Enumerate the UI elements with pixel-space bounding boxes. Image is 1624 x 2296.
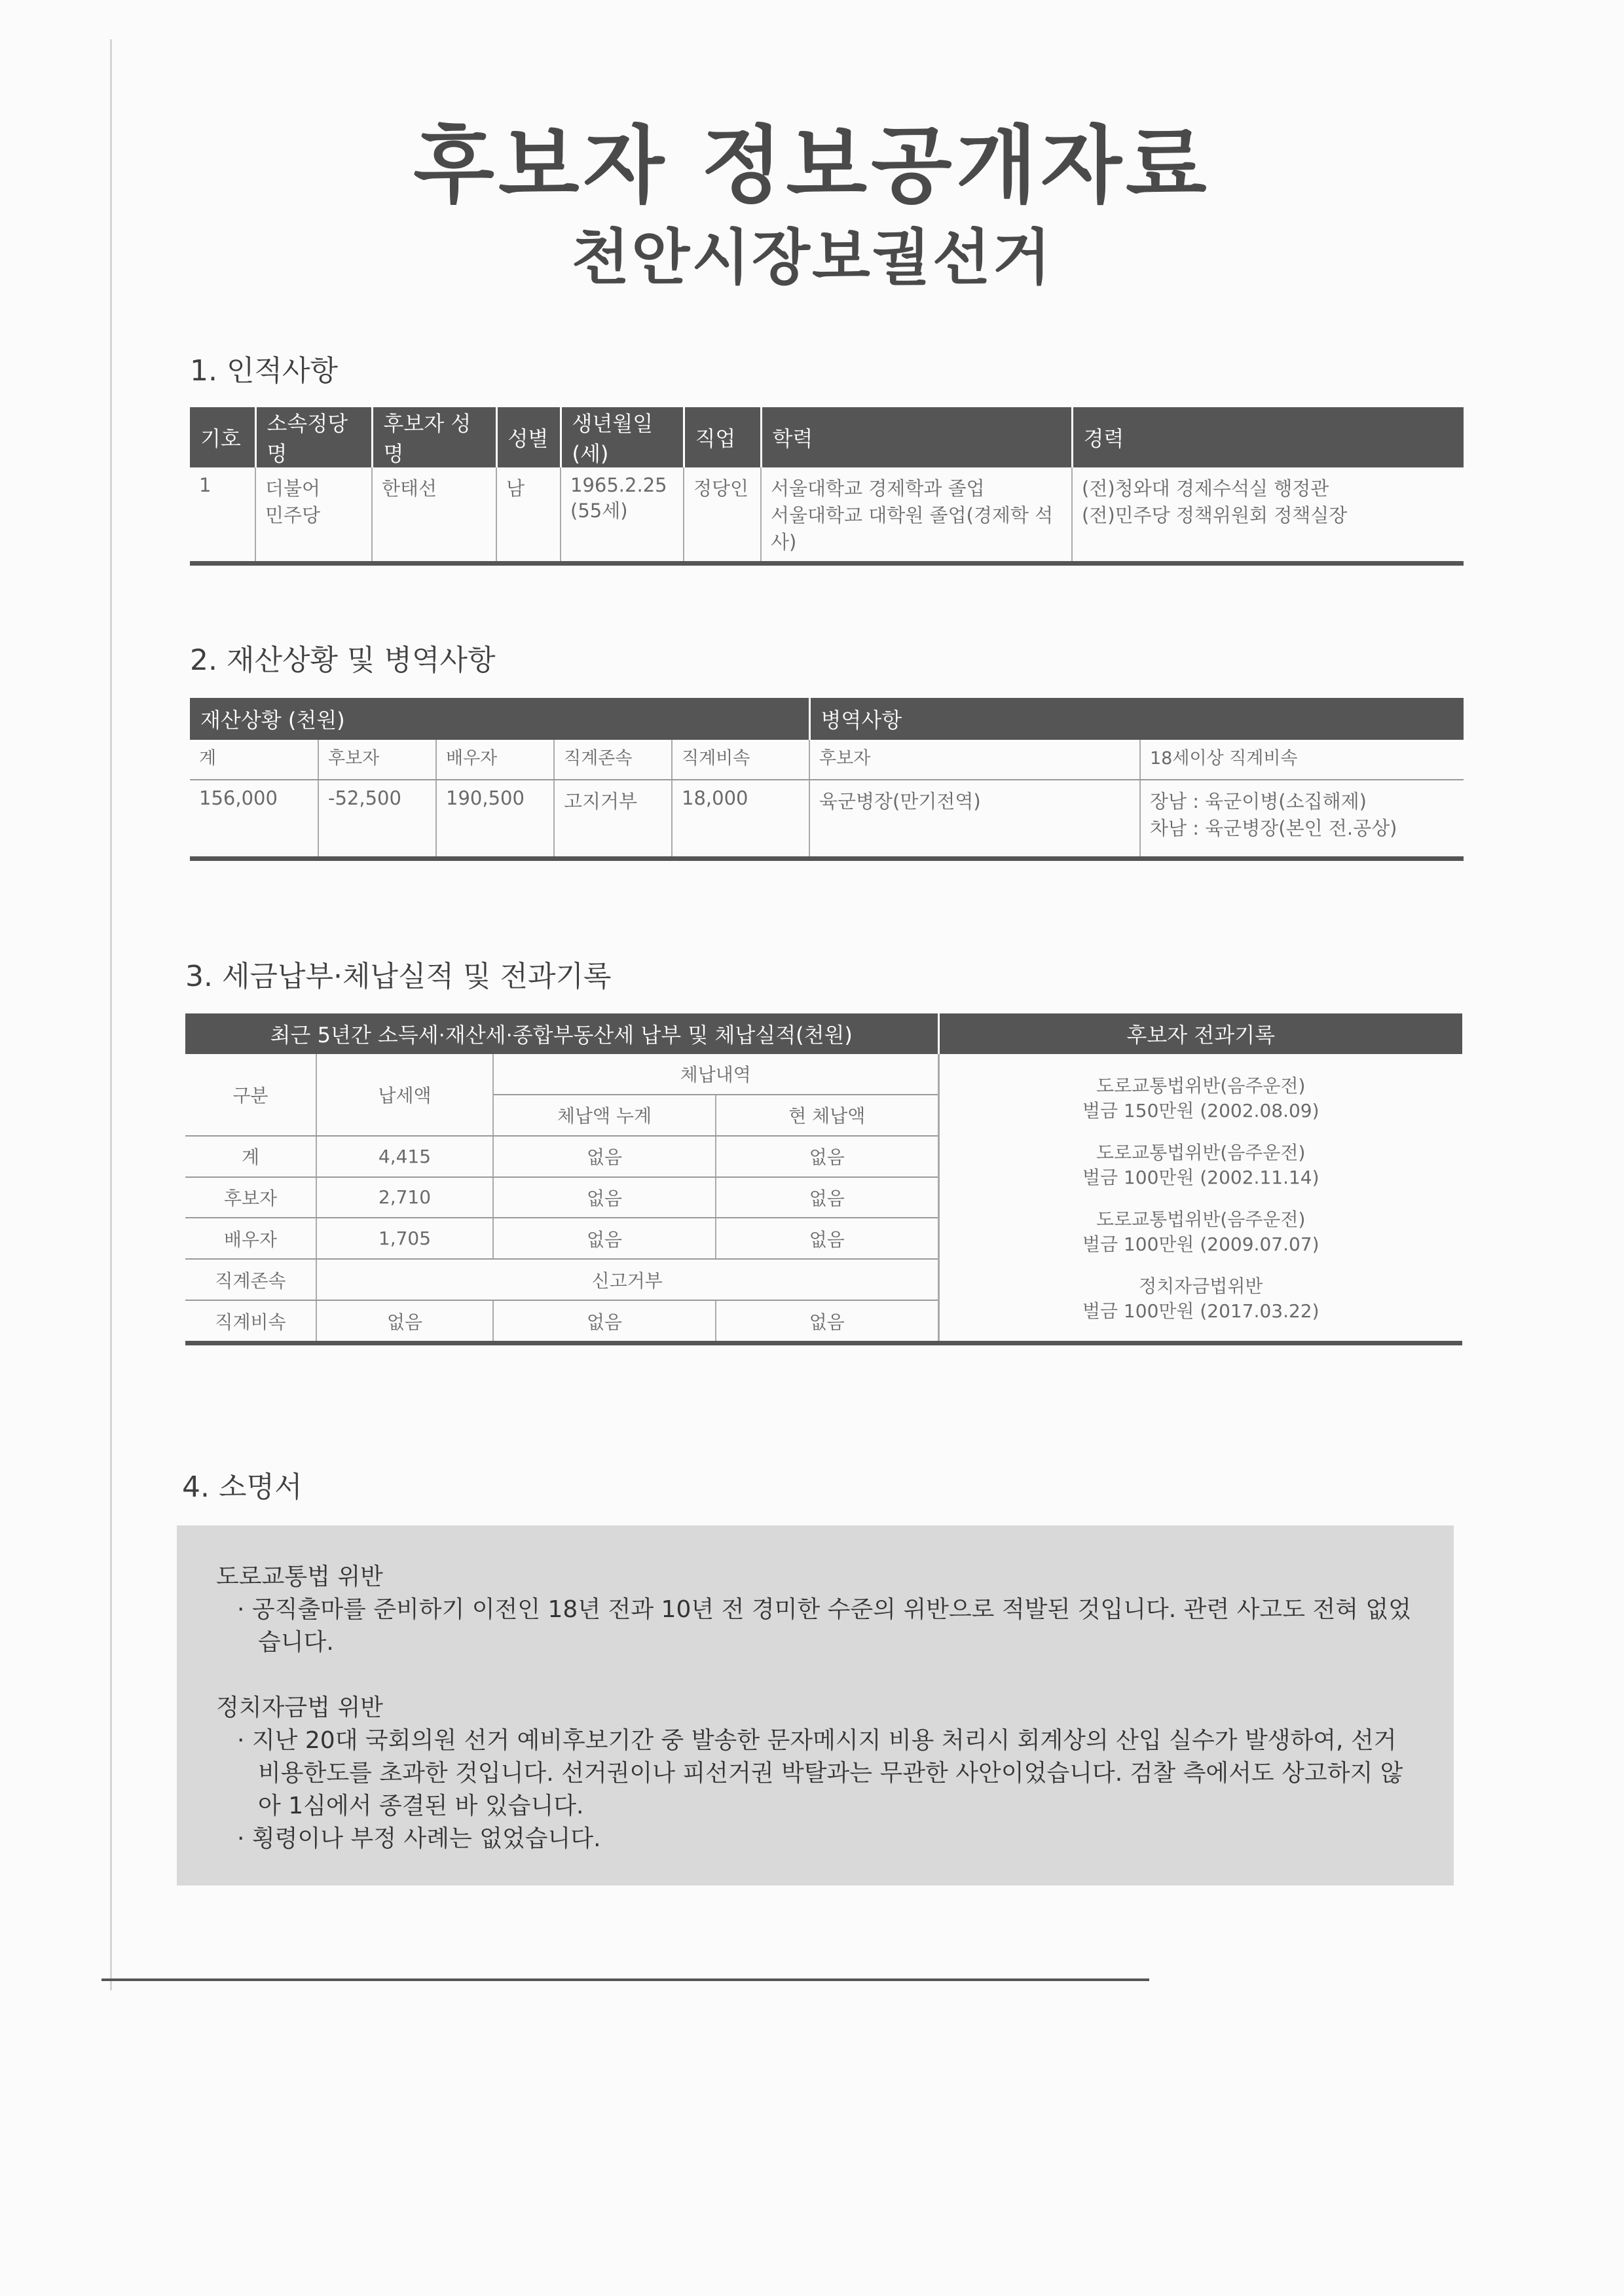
record-item (945, 1074, 1458, 1123)
subheader-military-children: 18세이상 직계비속 (1140, 740, 1464, 780)
scan-edge-line (110, 39, 112, 1990)
row-paid: 2,710 (316, 1177, 493, 1218)
section-3-heading: 3. 세금납부·체납실적 및 전과기록 (185, 960, 612, 993)
section-2-heading: 2. 재산상황 및 병역사항 (190, 644, 496, 677)
row-paid: 없음 (316, 1300, 493, 1343)
record-charge: 도로교통법위반(음주운전) (1096, 1075, 1306, 1097)
row-paid: 4,415 (316, 1136, 493, 1177)
header-career: 경력 (1072, 407, 1464, 467)
header-education: 학력 (761, 407, 1072, 467)
subheader-military-candidate: 후보자 (809, 740, 1140, 780)
record-penalty: 벌금 150만원 (2002.08.09) (1082, 1100, 1320, 1121)
property-candidate: -52,500 (318, 780, 436, 859)
party-line-2: 민주당 (265, 504, 321, 526)
col-arrears-cumulative: 체납액 누계 (493, 1095, 716, 1136)
property-descendant: 18,000 (672, 780, 809, 859)
birth-cell (561, 467, 684, 564)
header-number: 기호 (190, 407, 255, 467)
criminal-record-header: 후보자 전과기록 (938, 1013, 1462, 1054)
statement-item-2-text-1: · 지난 20대 국회의원 선거 예비후보기간 중 발송한 문자메시지 비용 처리시 회계상의 산입 실수가 발생하여, 선거비용한도를 초과한 것입니다. 선거권이나 피선거권 박탈과는 무관한 사안이었습니다. 검찰 측에서도 상고하지 않아 1심에서 종결된 바 있습니다. (237, 1727, 1403, 1819)
row-paid: 1,705 (316, 1218, 493, 1259)
record-charge: 정치자금법위반 (1139, 1275, 1263, 1297)
military-son-1: 장남 : 육군이병(소집해제) (1150, 790, 1367, 812)
col-category: 구분 (185, 1054, 316, 1136)
record-item (945, 1207, 1458, 1257)
candidate-name: 한태선 (372, 467, 496, 564)
property-spouse: 190,500 (436, 780, 554, 859)
header-birth: 생년월일(세) (561, 407, 684, 467)
row-cumulative: 없음 (493, 1177, 716, 1218)
candidate-number: 1 (190, 467, 255, 564)
record-item (945, 1274, 1458, 1324)
statement-box (177, 1525, 1454, 1886)
education-line-1: 서울대학교 경제학과 졸업 (771, 477, 985, 500)
subheader-candidate: 후보자 (318, 740, 436, 780)
subheader-total: 계 (190, 740, 318, 780)
property-total: 156,000 (190, 780, 318, 859)
subheader-spouse: 배우자 (436, 740, 554, 780)
row-label: 직계존속 (185, 1259, 316, 1300)
header-gender: 성별 (496, 407, 561, 467)
statement-item-1-text: · 공직출마를 준비하기 이전인 18년 전과 10년 전 경미한 수준의 위반으로 적발된 것입니다. 관련 사고도 전혀 없었습니다. (237, 1596, 1411, 1656)
candidate-gender: 남 (496, 467, 561, 564)
record-penalty: 벌금 100만원 (2002.11.14) (1082, 1167, 1320, 1188)
section-1-heading: 1. 인적사항 (190, 354, 338, 388)
col-arrears-current: 현 체납액 (716, 1095, 938, 1136)
row-label: 후보자 (185, 1177, 316, 1218)
record-item (945, 1140, 1458, 1190)
row-cumulative: 없음 (493, 1136, 716, 1177)
candidate-job: 정당인 (684, 467, 761, 564)
page-subtitle: 천안시장보궐선거 (571, 223, 1053, 293)
scan-bottom-line (101, 1978, 1149, 1981)
criminal-record-cell (938, 1054, 1462, 1343)
ascendant-value: 신고거부 (316, 1259, 938, 1300)
record-penalty: 벌금 100만원 (2017.03.22) (1082, 1300, 1320, 1322)
tax-header: 최근 5년간 소득세·재산세·종합부동산세 납부 및 체납실적(천원) (185, 1013, 938, 1054)
subheader-ascendant: 직계존속 (554, 740, 672, 780)
col-paid: 납세액 (316, 1054, 493, 1136)
career-line-2: (전)민주당 정책위원회 정책실장 (1082, 504, 1348, 526)
military-children-cell (1140, 780, 1464, 859)
record-penalty: 벌금 100만원 (2009.07.07) (1082, 1233, 1320, 1255)
party-line-1: 더불어 (265, 477, 321, 500)
military-header: 병역사항 (809, 698, 1464, 740)
table-row (190, 467, 1464, 564)
personal-info-table (190, 407, 1464, 566)
property-ascendant: 고지거부 (554, 780, 672, 859)
tax-record-table (185, 1013, 1462, 1345)
subheader-descendant: 직계비속 (672, 740, 809, 780)
row-label: 직계비속 (185, 1300, 316, 1343)
row-current: 없음 (716, 1218, 938, 1259)
education-line-2: 서울대학교 대학원 졸업(경제학 석사) (771, 504, 1054, 553)
career-cell (1072, 467, 1464, 564)
page-title: 후보자 정보공개자료 (413, 117, 1211, 215)
military-candidate: 육군병장(만기전역) (809, 780, 1140, 859)
header-party: 소속정당명 (255, 407, 372, 467)
header-name: 후보자 성명 (372, 407, 496, 467)
row-label: 배우자 (185, 1218, 316, 1259)
row-current: 없음 (716, 1177, 938, 1218)
property-military-table (190, 698, 1464, 861)
party-cell (255, 467, 372, 564)
career-line-1: (전)청와대 경제수석실 행정관 (1082, 477, 1329, 500)
col-arrears: 체납내역 (493, 1054, 938, 1095)
record-charge: 도로교통법위반(음주운전) (1096, 1142, 1306, 1163)
row-current: 없음 (716, 1300, 938, 1343)
birth-date: 1965.2.25 (570, 474, 667, 496)
property-header: 재산상황 (천원) (190, 698, 809, 740)
row-cumulative: 없음 (493, 1218, 716, 1259)
row-current: 없음 (716, 1136, 938, 1177)
age: (55세) (570, 500, 628, 522)
row-cumulative: 없음 (493, 1300, 716, 1343)
education-cell (761, 467, 1072, 564)
statement-item-2-title: 정치자금법 위반 (216, 1694, 383, 1721)
statement-item-1-title: 도로교통법 위반 (216, 1563, 383, 1590)
row-label: 계 (185, 1136, 316, 1177)
military-son-2: 차남 : 육군병장(본인 전.공상) (1150, 817, 1397, 839)
record-charge: 도로교통법위반(음주운전) (1096, 1209, 1306, 1230)
header-job: 직업 (684, 407, 761, 467)
statement-item-2-text-2: · 횡령이나 부정 사례는 없었습니다. (237, 1825, 601, 1852)
section-4-heading: 4. 소명서 (182, 1470, 303, 1504)
